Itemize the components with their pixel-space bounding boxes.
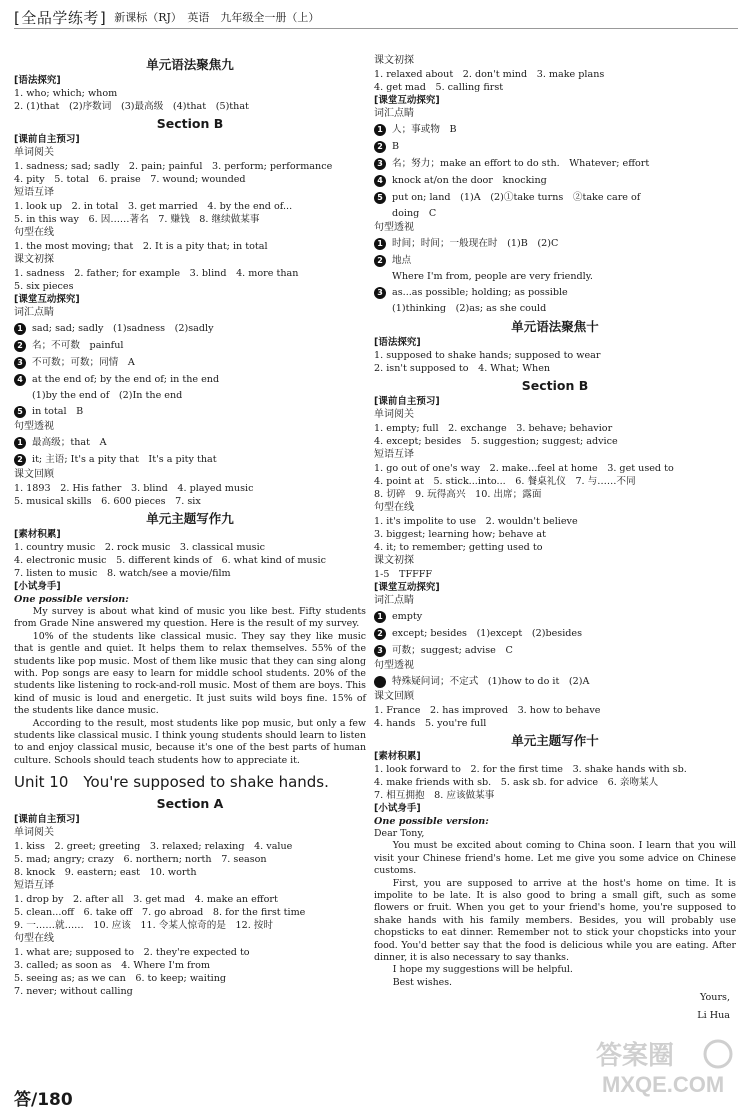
essay-paragraph: First, you are supposed to arrive at the host's home on time. It is impolite to be late. It is also good to bring a small gift, such as some flowers or fruit. When you get to your friend's home, you're supposed to shake hands with his family members. Besides, you will probably use chopsticks to eat dinner. Remember not to stick your chopsticks into your food. You'd better say that the food is delicious while you are eating. After dinner, it is also necessary to say thanks. [374,877,736,964]
sub-heading: 词汇点睛 [14,307,54,318]
bracket-heading: [ 语法探究 ] [374,336,736,349]
number-badge: 1 [14,437,26,449]
section-heading: Section B [521,378,589,393]
sub-heading: 词汇点睛 [374,595,414,606]
answer-line: 5. six pieces [14,281,74,292]
numbered-answer [14,451,366,468]
answer-line: 4. electronic music 5. different kinds of 6. what kind of music [14,555,326,566]
bracket-heading: [ 素材积累 ] [374,750,736,763]
answer-line: 5. musical skills 6. 600 pieces 7. six [14,496,201,507]
answer-line: 1. 1893 2. His father 3. blind 4. played music [14,483,254,494]
answer-text: 地点 [392,255,412,266]
page-header [14,6,319,28]
answer-text: at the end of; by the end of; in the end [32,374,220,385]
answer-line: 8. knock 9. eastern; east 10. worth [14,867,197,879]
answer-text: B [392,141,400,152]
section-heading: Section B [156,116,224,131]
watermark-url: MXQE.COM [602,1072,725,1097]
unit-title: Unit 10 You're supposed to shake hands. [14,773,329,792]
answer-text: 不可数；可数；同情 A [32,357,135,368]
number-badge: 2 [374,141,386,153]
version-label: One possible version: [374,816,489,827]
answer-line: 1. go out of one's way 2. make...feel at home 3. get used to [374,463,674,474]
sub-heading: 单词阅关 [374,409,414,420]
sub-heading: 句型透视 [374,660,414,671]
answer-text: 最高级；that A [32,437,107,448]
answer-text: 特殊疑问词；不定式 (1)how to do it (2)A [392,676,590,687]
brand-title: [ 全品学练考 ] [14,7,106,28]
answer-line: 2. isn't supposed to 4. What; When [374,363,551,374]
essay-signature: Li Hua [697,1010,730,1022]
answer-line: 1. sadness; sad; sadly 2. pain; painful 3. perform; performance [14,161,333,172]
number-badge: 1 [374,124,386,136]
numbered-answer [14,434,366,451]
answer-text: 名；努力；make an effort to do sth. Whatever; effort [392,158,650,169]
essay-signature: Yours, [699,992,730,1004]
answer-line: 4. it; to remember; getting used to [374,542,543,553]
answer-text: in total B [32,406,84,417]
sub-heading: 课文初探 [374,55,414,66]
right-column [374,54,736,1025]
answer-continuation: (1)thinking (2)as; as she could [392,303,547,314]
essay-paragraph: Best wishes. [392,976,453,988]
answer-line: 4. point at 5. stick...into... 6. 餐桌礼仪 7. 与……不同 [374,476,636,487]
number-badge: 2 [14,340,26,352]
answer-line: 9. 一……就…… 10. 应该 11. 令某人惊奇的是 12. 按时 [14,920,273,932]
section-heading: Section A [156,796,224,812]
answer-text: put on; land (1)A (2)①take turns ②take care of [392,192,641,203]
bracket-heading: [ 素材积累 ] [14,528,366,541]
section-heading: 单元主题写作九 [146,511,234,526]
number-badge: 2 [374,255,386,267]
answer-line: 4. make friends with sb. 5. ask sb. for advice 6. 亲吻某人 [374,777,659,788]
sub-heading: 句型透视 [374,222,414,233]
answer-text: as...as possible; holding; as possible [392,287,568,298]
version-label: One possible version: [14,594,129,605]
answer-text: it; 主语; It's a pity that It's a pity that [32,454,217,465]
answer-line: 5. mad; angry; crazy 6. northern; north 7. season [14,854,267,866]
answer-line: 5. clean...off 6. take off 7. go abroad 8. for the first time [14,907,306,919]
numbered-answer [374,642,736,659]
answer-line: 1. who; which; whom [14,88,118,99]
answer-line: 1. drop by 2. after all 3. get mad 4. make an effort [14,894,278,906]
answer-line: 1. relaxed about 2. don't mind 3. make plans [374,69,605,80]
answer-line: 7. listen to music 8. watch/see a movie/film [14,568,231,579]
number-badge: 1 [374,611,386,623]
answer-line: 4. get mad 5. calling first [374,82,504,93]
book-meta: 新课标（RJ） 英语 九年级全一册（上） [114,11,320,24]
sub-heading: 短语互译 [14,187,54,198]
numbered-answer [14,371,366,388]
essay-paragraph: According to the result, most students like pop music, but only a few students like classical music. I think young students should learn to listen to and enjoy classical music, because it's one of the best parts of human culture. Schools should teach students how to appreciate it. [14,717,366,766]
numbered-answer [374,121,736,138]
answer-line: 5. in this way 6. 因……著名 7. 赚钱 8. 继续做某事 [14,214,260,225]
number-badge [374,676,386,688]
number-badge: 2 [14,454,26,466]
answer-line: 8. 切碎 9. 玩得高兴 10. 出席；露面 [374,489,542,500]
answer-line: 1. empty; full 2. exchange 3. behave; behavior [374,423,613,434]
answer-line: 7. never; without calling [14,986,133,998]
answer-text: 人；事或物 B [392,124,457,135]
essay-paragraph: My survey is about what kind of music you like best. Fifty students from Grade Nine answered my question. Here is the result of my survey. [14,606,366,630]
numbered-answer [374,608,736,625]
answer-line: 1. supposed to shake hands; supposed to wear [374,350,601,361]
number-badge: 5 [374,192,386,204]
answer-continuation: doing C [392,208,437,219]
answer-line: 1-5 TFFFF [374,569,433,580]
answer-line: 3. biggest; learning how; behave at [374,529,546,540]
watermark-text: 答案圈 [596,1040,675,1070]
left-column [14,54,366,998]
answer-line: 1. country music 2. rock music 3. classical music [14,542,266,553]
numbered-answer [374,235,736,252]
number-badge: 3 [374,287,386,299]
answer-text: empty [392,611,423,622]
header-divider [14,28,738,29]
bracket-heading: [ 课堂互动探究 ] [374,94,736,107]
answer-text: 可数；suggest; advise C [392,645,513,656]
answer-line: 1. sadness 2. father; for example 3. blind 4. more than [14,268,299,279]
answer-line: 1. kiss 2. greet; greeting 3. relaxed; relaxing 4. value [14,841,293,853]
number-badge: 4 [14,374,26,386]
numbered-answer [374,189,736,206]
answer-line: 2. (1)that (2)序数词 (3)最高级 (4)that (5)that [14,101,249,112]
numbered-answer [374,155,736,172]
answer-line: 1. what are; supposed to 2. they're expected to [14,947,250,959]
bracket-heading: [ 小试身手 ] [14,580,366,593]
essay-paragraph: You must be excited about coming to China soon. I learn that you will visit your Chinese friend's home. Let me give you some advice on Chinese customs. [374,840,736,877]
section-heading: 单元语法聚焦十 [511,319,599,334]
answer-line: 7. 相互拥抱 8. 应该做某事 [374,790,495,801]
watermark-logo [588,1038,738,1100]
sub-heading: 词汇点睛 [374,108,414,119]
numbered-answer [374,673,736,690]
bracket-heading: [ 语法探究 ] [14,74,366,87]
essay-paragraph: I hope my suggestions will be helpful. [392,964,573,976]
numbered-answer [14,354,366,371]
bracket-heading: [ 课堂互动探究 ] [14,293,366,306]
numbered-answer [374,625,736,642]
answer-continuation: Where I'm from, people are very friendly. [392,271,593,282]
essay-paragraph: 10% of the students like classical music. They say they like music that is gentle and quiet. It helps them to relax themselves. 55% of the students like pop music. Most of them like music that they can sing along with. Pop songs are easy to learn for middle school students. 20% of the students like listening to rock-and-roll music. Most of them are boys. This kind of music is loud and energetic. It just suits wild boys fine. 15% of the students like dance music. [14,630,366,717]
answer-line: 1. it's impolite to use 2. wouldn't believe [374,516,578,527]
number-badge: 1 [14,323,26,335]
answer-line: 1. look forward to 2. for the first time 3. shake hands with sb. [374,764,687,775]
section-heading: 单元语法聚焦九 [146,57,234,72]
numbered-answer [14,337,366,354]
answer-line: 4. except; besides 5. suggestion; suggest; advice [374,436,618,447]
answer-line: 4. pity 5. total 6. praise 7. wound; wounded [14,174,246,185]
sub-heading: 课文回顾 [374,691,414,702]
answer-line: 4. hands 5. you're full [374,718,487,729]
number-badge: 1 [374,238,386,250]
answer-line: 3. called; as soon as 4. Where I'm from [14,960,210,972]
numbered-answer [14,403,366,420]
sub-heading: 课文回顾 [14,469,54,480]
numbered-answer [374,138,736,155]
numbered-answer [374,172,736,189]
sub-heading: 短语互译 [374,449,414,460]
answer-text: knock at/on the door knocking [392,175,547,186]
number-badge: 3 [374,158,386,170]
sub-heading: 句型在线 [374,502,414,513]
numbered-answer [374,284,736,301]
bracket-heading: [ 小试身手 ] [374,802,736,815]
answer-text: except; besides (1)except (2)besides [392,628,583,639]
sub-heading: 单词阅关 [14,147,54,158]
number-badge: 3 [14,357,26,369]
essay-salutation: Dear Tony, [374,828,425,839]
bracket-heading: [ 课堂互动探究 ] [374,581,736,594]
number-badge: 5 [14,406,26,418]
sub-heading: 句型透视 [14,421,54,432]
page-number: 答/180 [14,1090,73,1110]
number-badge: 4 [374,175,386,187]
answer-line: 1. look up 2. in total 3. get married 4. by the end of... [14,201,293,212]
numbered-answer [374,252,736,269]
sub-heading: 单词阅关 [14,827,54,839]
numbered-answer [14,320,366,337]
answer-text: sad; sad; sadly (1)sadness (2)sadly [32,323,214,334]
section-heading: 单元主题写作十 [511,733,599,748]
bracket-heading: [ 课前自主预习 ] [14,813,366,826]
answer-text: 时间；时间；一般现在时 (1)B (2)C [392,238,559,249]
answer-continuation: (1)by the end of (2)In the end [32,390,183,401]
sub-heading: 课文初探 [374,555,414,566]
sub-heading: 句型在线 [14,227,54,238]
bracket-heading: [ 课前自主预习 ] [374,395,736,408]
bracket-heading: [ 课前自主预习 ] [14,133,366,146]
number-badge: 2 [374,628,386,640]
sub-heading: 短语互译 [14,880,54,892]
answer-line: 5. seeing as; as we can 6. to keep; waiting [14,973,227,985]
sub-heading: 句型在线 [14,933,54,945]
sub-heading: 课文初探 [14,254,54,265]
answer-text: 名；不可数 painful [32,340,124,351]
answer-line: 1. the most moving; that 2. It is a pity that; in total [14,241,268,252]
number-badge: 3 [374,645,386,657]
answer-line: 1. France 2. has improved 3. how to behave [374,705,601,716]
